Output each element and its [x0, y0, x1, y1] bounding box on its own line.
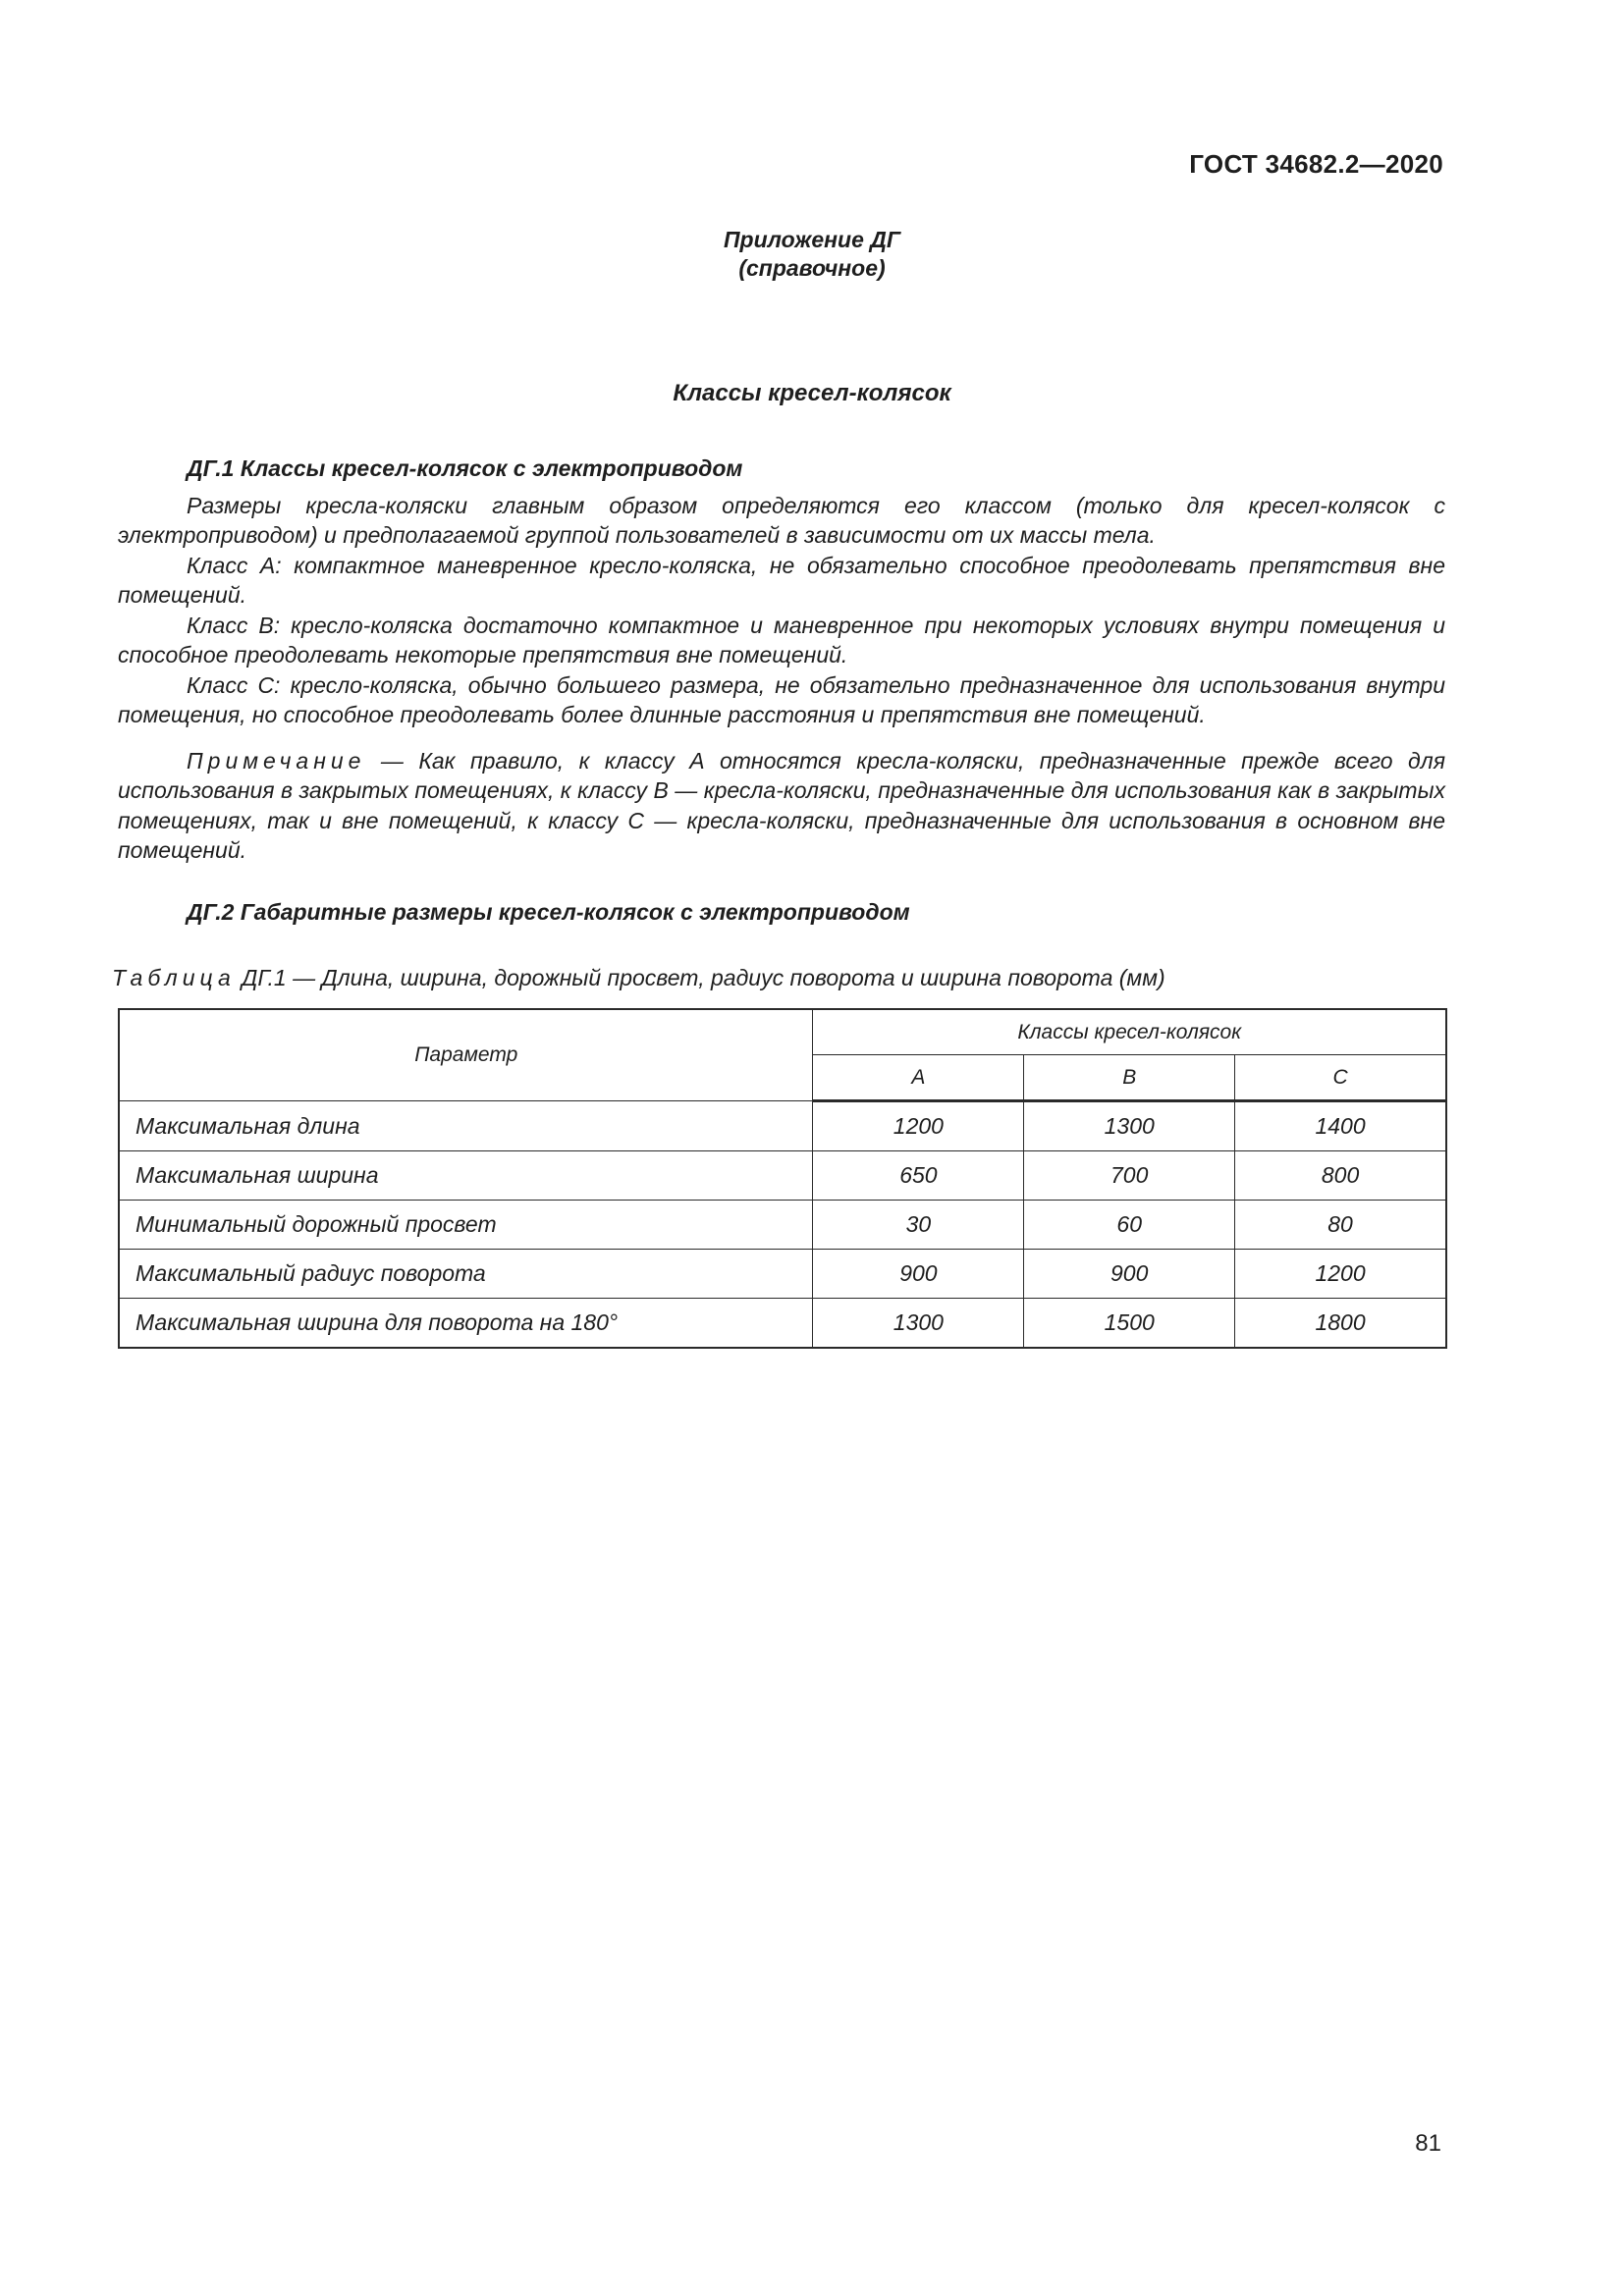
- value-class-b: 60: [1024, 1201, 1235, 1250]
- table-row: [119, 1101, 1446, 1151]
- value-class-b: 1300: [1024, 1101, 1235, 1151]
- row-parameter: Максимальная ширина: [119, 1151, 813, 1201]
- main-title: Классы кресел-колясок: [673, 380, 951, 406]
- section-2: [118, 897, 1445, 928]
- paragraph: Класс А: компактное маневренное кресло-коляска, не обязательно способное преодолевать препятствия вне помещений.: [118, 552, 1445, 608]
- appendix-subtitle: (справочное): [738, 255, 886, 281]
- header-parameter: Параметр: [119, 1009, 813, 1101]
- value-class-a: 1300: [813, 1299, 1024, 1349]
- row-parameter: Максимальный радиус поворота: [119, 1250, 813, 1299]
- appendix-heading: [0, 226, 1624, 283]
- value-class-c: 1400: [1235, 1101, 1446, 1151]
- table-row: [119, 1299, 1446, 1349]
- row-parameter: Максимальная ширина для поворота на 180°: [119, 1299, 813, 1349]
- value-class-b: 700: [1024, 1151, 1235, 1201]
- section-2-heading: ДГ.2 Габаритные размеры кресел-колясок с электроприводом: [187, 899, 910, 925]
- note-label: Примечание: [187, 747, 366, 774]
- table-caption-text: ДГ.1 — Длина, ширина, дорожный просвет, радиус поворота и ширина поворота (мм): [235, 965, 1165, 990]
- value-class-a: 30: [813, 1201, 1024, 1250]
- table-caption-label: Таблица: [112, 965, 236, 990]
- table-caption: [112, 965, 1165, 991]
- value-class-a: 1200: [813, 1101, 1024, 1151]
- paragraph: Класс В: кресло-коляска достаточно компактное и маневренное при некоторых условиях внутри помещения и способное преодолевать некоторые препятствия вне помещений.: [118, 612, 1445, 667]
- value-class-c: 1200: [1235, 1250, 1446, 1299]
- appendix-title: Приложение ДГ: [724, 227, 900, 252]
- header-class-c: C: [1235, 1055, 1446, 1101]
- section-1-heading: ДГ.1 Классы кресел-колясок с электроприводом: [187, 455, 743, 481]
- paragraph: Размеры кресла-коляски главным образом определяются его классом (только для кресел-колясок с электроприводом) и предполагаемой группой пользователей в зависимости от их массы тела.: [118, 492, 1445, 548]
- value-class-a: 900: [813, 1250, 1024, 1299]
- row-parameter: Минимальный дорожный просвет: [119, 1201, 813, 1250]
- table-row: [119, 1151, 1446, 1201]
- value-class-c: 800: [1235, 1151, 1446, 1201]
- value-class-c: 80: [1235, 1201, 1446, 1250]
- page-number: 81: [1415, 2130, 1441, 2157]
- section-1: [118, 454, 1445, 866]
- value-class-b: 1500: [1024, 1299, 1235, 1349]
- note-paragraph: [118, 746, 1445, 866]
- row-parameter: Максимальная длина: [119, 1101, 813, 1151]
- value-class-c: 1800: [1235, 1299, 1446, 1349]
- header-classes: Классы кресел-колясок: [813, 1009, 1446, 1055]
- header-class-b: B: [1024, 1055, 1235, 1101]
- value-class-a: 650: [813, 1151, 1024, 1201]
- standard-code: ГОСТ 34682.2—2020: [1189, 149, 1443, 179]
- table-row: [119, 1201, 1446, 1250]
- header-class-a: A: [813, 1055, 1024, 1101]
- value-class-b: 900: [1024, 1250, 1235, 1299]
- table-row: [119, 1250, 1446, 1299]
- dimensions-table: [118, 1008, 1447, 1349]
- note-text: — Как правило, к классу А относятся кресла-коляски, предназначенные прежде всего для использования в закрытых помещениях, к классу В — кресла-коляски, предназначенные для использования как в закрытых помещениях, так и вне помещений, к классу С — кресла-коляски, предназначенные для использования в основном вне помещений.: [118, 747, 1445, 863]
- paragraph: Класс С: кресло-коляска, обычно большего размера, не обязательно предназначенное для использования внутри помещения, но способное преодолевать более длинные расстояния и препятствия вне помещений.: [118, 671, 1445, 727]
